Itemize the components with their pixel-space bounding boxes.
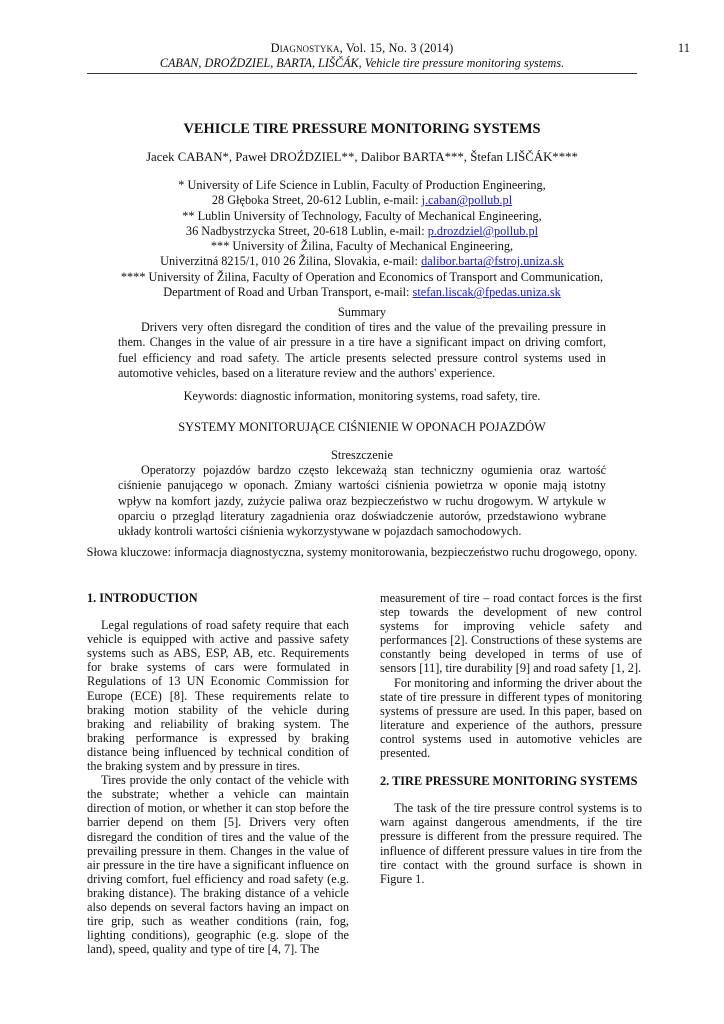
- volume-info: , Vol. 15, No. 3 (2014): [339, 41, 454, 55]
- authors: Jacek CABAN*, Paweł DROŹDZIEL**, Dalibor BARTA***, Štefan LIŠČÁK****: [146, 150, 578, 164]
- affiliation-line: Department of Road and Urban Transport, e-mail: stefan.liscak@fpedas.uniza.sk: [163, 285, 561, 300]
- affiliation-line: * University of Life Science in Lublin, Faculty of Production Engineering,: [178, 178, 546, 192]
- paragraph: The task of the tire pressure control systems is to warn against dangerous amendments, if the tire pressure is different from the pressure required. The influence of different pressure values in tire from the tire contact with the ground surface is shown in Figure 1.: [380, 801, 642, 886]
- paragraph: measurement of tire – road contact forces is the first step towards the development of new control systems for improving vehicle safety and performances [2]. Constructions of these systems are constantly being developed in terms of use of sensors [11], tire durability [9] and road safety [1, 2].: [380, 591, 642, 676]
- affiliation-line: Univerzitná 8215/1, 010 26 Žilina, Slovakia, e-mail: dalibor.barta@fstroj.uniza.sk: [160, 254, 564, 269]
- summary-text: Drivers very often disregard the condition of tires and the value of the prevailing pressure in them. Changes in the value of air pressure in a tire have a significant impact on driving comfort, fuel efficiency and road safety. The article presents selected pressure control systems used in automotive vehicles, based on a literature review and the authors' experience.: [118, 320, 606, 380]
- header-rule: [87, 73, 637, 74]
- section-heading-introduction: 1. INTRODUCTION: [87, 591, 198, 605]
- affiliation-line: 28 Głęboka Street, 20-612 Lublin, e-mail: j.caban@pollub.pl: [211, 193, 513, 208]
- slowa-kluczowe: Słowa kluczowe: informacja diagnostyczna, systemy monitorowania, bezpieczeństwo ruchu drogowego, opony.: [86, 545, 638, 559]
- page-number: 11: [677, 41, 690, 55]
- email-link[interactable]: dalibor.barta@fstroj.uniza.sk: [421, 254, 564, 269]
- streszczenie-heading: Streszczenie: [331, 448, 393, 462]
- affiliation-line: 36 Nadbystrzycka Street, 20-618 Lublin, e-mail: p.drozdziel@pollub.pl: [185, 223, 539, 238]
- email-link[interactable]: stefan.liscak@fpedas.uniza.sk: [412, 285, 561, 300]
- streszczenie-text: Operatorzy pojazdów bardzo często lekceważą stan techniczny ogumienia oraz wartość ciśnienie panującego w oponach. Zmiany wartości ciśnienia powietrza w oponie mają istotny wpływ na komfort jazdy, zużycie paliwa oraz bezpieczeństwo w ruchu drogowym. W artykule w oparciu o przegląd literatury zagadnienia oraz doświadczenie autorów, przedstawiono wybrane układy kontroli wartości ciśnienia wykorzystywane w pojazdach samochodowych.: [118, 463, 606, 539]
- paragraph: For monitoring and informing the driver about the state of tire pressure in different types of monitoring systems of pressure are used. In this paper, based on literature and experience of the authors, pressure control systems used in automotive vehicles are presented.: [380, 675, 642, 761]
- affiliations: [87, 178, 637, 300]
- email-link[interactable]: p.drozdziel@pollub.pl: [427, 223, 539, 238]
- journal-header: [60, 41, 690, 56]
- paper-title: VEHICLE TIRE PRESSURE MONITORING SYSTEMS: [183, 121, 541, 137]
- section-heading-tpms: 2. TIRE PRESSURE MONITORING SYSTEMS: [380, 774, 638, 789]
- journal-name: Diagnostyka: [270, 41, 340, 55]
- affiliation-line: ** Lublin University of Technology, Faculty of Mechanical Engineering,: [182, 208, 542, 223]
- paragraph: Legal regulations of road safety require that each vehicle is equipped with active and passive safety systems such as ABS, ESP, AB, etc. Requirements for brake systems of cars were formulated in Regulations of 13 UN Economic Commission for Europe (ECE) [8]. These requirements relate to braking motion stability of the vehicle during braking and reliability of braking system. The braking performance is expressed by braking distance being influenced by technical condition of the braking system and by pressure in tires.: [87, 618, 349, 774]
- paragraph: Tires provide the only contact of the vehicle with the substrate; whether a vehicle can maintain direction of motion, or whether it can stop before the barrier depend on them [5]. Drivers very often disregard the condition of tires and the value of the prevailing pressure in them. Changes in the value of air pressure in the tire have a significant influence on driving comfort, fuel efficiency and road safety (e.g. braking distance). The braking distance of a vehicle also depends on several factors having an impact on tire grip, such as weather conditions (rain, fog, lighting conditions), geographic (e.g. slope of the land), speed, quality and type of tire [4, 7]. The: [87, 773, 349, 957]
- running-title: CABAN, DROŻDZIEL, BARTA, LIŠČÁK, Vehicle tire pressure monitoring systems.: [159, 56, 565, 70]
- email-link[interactable]: j.caban@pollub.pl: [421, 193, 513, 208]
- polish-title: SYSTEMY MONITORUJĄCE CIŚNIENIE W OPONACH POJAZDÓW: [178, 420, 546, 434]
- affiliation-line: *** University of Žilina, Faculty of Mechanical Engineering,: [210, 239, 514, 254]
- left-column: [87, 591, 349, 956]
- keywords: Keywords: diagnostic information, monitoring systems, road safety, tire.: [183, 389, 541, 403]
- right-column: [380, 591, 642, 886]
- summary-heading: Summary: [337, 305, 387, 319]
- affiliation-line: **** University of Žilina, Faculty of Operation and Economics of Transport and Communication,: [120, 269, 604, 284]
